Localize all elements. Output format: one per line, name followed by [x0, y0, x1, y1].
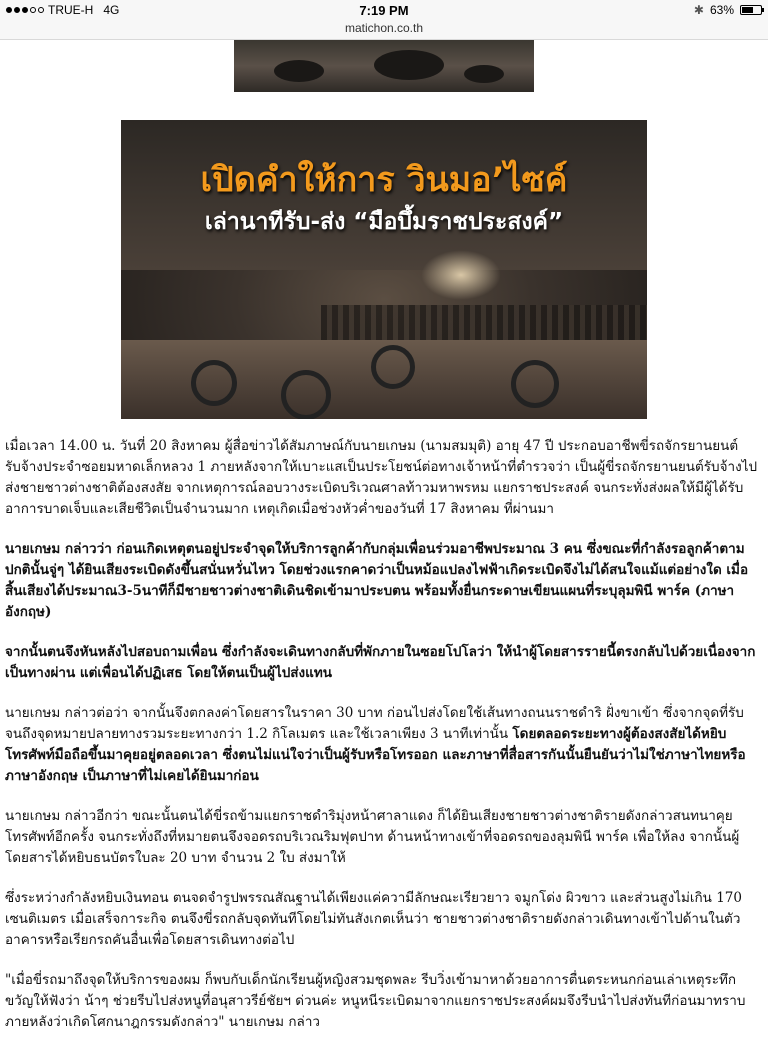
- previous-article-image[interactable]: [234, 40, 534, 92]
- article-quote: "เมื่อขี่รถมาถึงจุดให้บริการของผม ก็พบกับเด็กนักเรียนผู้หญิงสวมชุดพละ รีบวิ่งเข้ามาหาด้วยอาการตื่นตระหนกก่อนเล่าเหตุระทึกขวัญให้ฟังว่า น้าๆ ช่วยรีบไปส่งหนูที่อนุสาวรีย์ชัยฯ ด่วนค่ะ หนูหนีระเบิดมาจากแยกราชประสงค์ผมจึงรีบนำไปส่งทันทีก่อนมาทราบภายหลังว่าเกิดโศกนาฎกรรมดังกล่าว" นายเกษม กล่าว: [5, 972, 746, 1030]
- battery-icon: [740, 5, 762, 15]
- address-bar-url[interactable]: matichon.co.th: [344, 21, 424, 35]
- hero-headline: เปิดคำให้การ วินมอ’ไซค์: [200, 160, 568, 200]
- article-paragraph: นายเกษม กล่าวต่อว่า จากนั้นจึงตกลงค่าโดยสารในราคา 30 บาท ก่อนไปส่งโดยใช้เส้นทางถนนราชดำริ ฝั่งขาเข้า ซึ่งจากจุดที่รับจนถึงจุดหมายปลายทางรวมระยะทางกว่า 1.2 กิโลเมตร และใช้เวลาเพียง 3 นาทีเท่านั้น โดยตลอดระยะทางผู้ต้องสงสัยได้หยิบโทรศัพท์มือถือขึ้นมาคุยอยู่ตลอดเวลา ซึ่งตนไม่แน่ใจว่าเป็นผู้รับหรือโทรออก และภาษาที่สื่อสารกันนั้นยืนยันว่าไม่ใช่ภาษาไทยหรือภาษาอังกฤษ เป็นภาษาที่ไม่เคยได้ยินมาก่อน: [5, 705, 746, 784]
- battery-percent: 63%: [709, 3, 734, 17]
- article-paragraph-bold: จากนั้นตนจึงหันหลังไปสอบถามเพื่อน ซึ่งกำลังจะเดินทางกลับที่พักภายในซอยโปโลว่า ให้นำผู้โดยสารรายนี้ตรงกลับไปด้วยเนื่องจากเป็นทางผ่าน แต่เพื่อนได้ปฏิเสธ โดยให้ตนเป็นผู้ไปส่งแทน: [5, 644, 756, 681]
- carrier-name: TRUE-H: [48, 3, 94, 17]
- hero-subheadline: เล่านาทีรับ-ส่ง “มือบึ้มราชประสงค์”: [204, 209, 564, 235]
- hero-image[interactable]: [121, 120, 647, 419]
- status-bar: [0, 0, 768, 40]
- network-type: 4G: [103, 3, 120, 17]
- article-paragraph: เมื่อเวลา 14.00 น. วันที่ 20 สิงหาคม ผู้สื่อข่าวได้สัมภาษณ์กับนายเกษม (นามสมมุติ) อายุ 47 ปี ประกอบอาชีพขี่รถจักรยานยนต์รับจ้างประจำซอยมหาดเล็กหลวง 1 ภายหลังจากให้เบาะแสเป็นประโยชน์ต่อทางเจ้าหน้าที่ตำรวจว่า เป็นผู้ขี่รถจักรยานยนต์รับจ้างไปส่งชายชาวต่างชาติต้องสงสัย จากเหตุการณ์ลอบวางระเบิดบริเวณศาลท้าวมหาพรหม แยกราชประสงค์ จนกระทั่งส่งผลให้มีผู้ได้รับอาการบาดเจ็บและเสียชีวิตเป็นจำนวนมาก เหตุเกิดเมื่อช่วงหัวค่ำของวันที่ 17 สิงหาคม ที่ผ่านมา: [5, 438, 758, 517]
- bluetooth-icon: ✱: [693, 3, 704, 17]
- article-paragraph: นายเกษม กล่าวอีกว่า ขณะนั้นตนได้ขี่รถข้ามแยกราชดำริมุ่งหน้าศาลาแดง ก็ได้ยินเสียงชายชาวต่างชาติรายดังกล่าวสนทนาคุยโทรศัพท์อีกครั้ง จนกระทั่งถึงที่หมายตนจึงจอดรถบริเวณริมฟุตปาท ด้านหน้าทางเข้าที่จอดรถของลุมพินี พาร์ค เพื่อให้ลง จากนั้นผู้โดยสารได้หยิบธนบัตรใบละ 20 บาท จำนวน 2 ใบ ส่งมาให้: [5, 808, 740, 866]
- clock: 7:19 PM: [359, 3, 409, 18]
- article-paragraph-bold: นายเกษม กล่าวว่า ก่อนเกิดเหตุตนอยู่ประจำจุดให้บริการลูกค้ากับกลุ่มเพื่อนร่วมอาชีพประมาณ 3 คน ซึ่งขณะที่กำลังรอลูกค้าตามปกตินั้นจู่ๆ ได้ยินเสียงระเบิดดังขึ้นสนั่นหวั่นไหว โดยช่วงแรกคาดว่าเป็นหม้อแปลงไฟฟ้าเกิดระเบิดจึงไม่ได้สนใจแม้แต่อย่างใด เมื่อสิ้นเสียงได้ประมาณ3-5นาทีก็มีชายชาวต่างชาติเดินชิดเข้ามาประบตน พร้อมทั้งยื่นกระดาษเขียนแผนที่ระบุลุมพินี พาร์ค (ภาษาอังกฤษ): [5, 541, 749, 620]
- article-paragraph: ซึ่งระหว่างกำลังหยิบเงินทอน ตนจดจำรูปพรรณสัณฐานได้เพียงแค่ความีลักษณะเรียวยาว จมูกโด่ง ผิวขาว และส่วนสูงไม่เกิน 170 เซนติเมตร เมื่อเสร็จการะกิจ ตนจึงขี่รถกลับจุดทันทีโดยไม่ทันสังเกตเห็นว่า ชายชาวต่างชาติรายดังกล่าวเดินทางเข้าไปด้านในตัวอาคารหรือเรียกรถคันอื่นเพื่อโดยสารเดินทางต่อไป: [5, 890, 742, 948]
- battery-status: [694, 3, 762, 17]
- article-body: [5, 436, 763, 1052]
